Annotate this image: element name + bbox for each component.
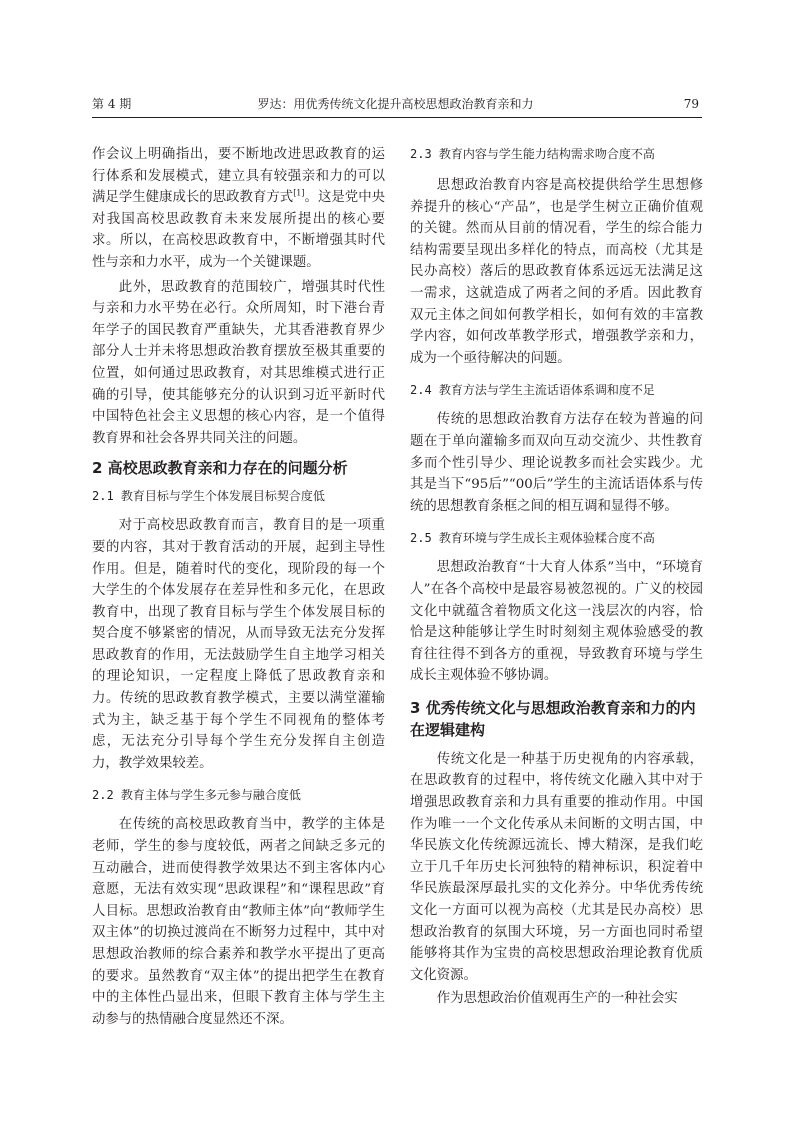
right-column — [410, 137, 703, 1010]
subsection-heading-2-2: 2.2 教育主体与学生多元参与融合度低 — [92, 788, 301, 803]
page-number: 79 — [683, 97, 699, 111]
running-header — [92, 92, 699, 114]
subsection-heading-2-5: 2.5 教育环境与学生成长主观体验糅合度不高 — [410, 531, 655, 546]
paragraph: 思想政治教育内容是高校提供给学生思想修养提升的核心“产品”，也是学生树立正确价值观的关键。然而从目前的情况看，学生的综合能力结构需要呈现出多样化的特点，而高校（尤其是民办高校）落后的思政教育体系远远无法满足这一需求，这就造成了两者之间的矛盾。因此教育双元主体之间如何教学相长，如何有效的丰富教学内容，如何改革教学形式，增强教学亲和力，成为一个亟待解决的问题。 — [410, 178, 703, 366]
paragraph: 传统的思想政治教育方法存在较为普遍的问题在于单向灌输多而双向互动交流少、共性教育多而个性引导少、理论说教多而社会实践少。尤其是当下“95后”“00后”学生的主流话语体系与传统的思想教育条框之间的相互调和显得不够。 — [410, 412, 703, 514]
subsection-heading-2-1: 2.1 教育目标与学生个体发展目标契合度低 — [92, 489, 325, 504]
paragraph-text: 。这是党中央对我国高校思政教育未来发展所提出的核心要求。所以，在高校思政教育中，不断增强其时代性与亲和力水平，成为一个关键课题。 — [92, 190, 386, 270]
header-rule — [92, 117, 702, 118]
section-heading-2: 2 高校思政教育亲和力存在的问题分析 — [92, 459, 348, 478]
issue-label: 第 4 期 — [92, 97, 132, 111]
paragraph — [92, 144, 385, 274]
citation-marker: [1] — [293, 188, 305, 198]
running-title: 罗达：用优秀传统文化提升高校思想政治教育亲和力 — [257, 97, 534, 111]
paragraph: 对于高校思政教育而言，教育目的是一项重要的内容，其对于教育活动的开展，起到主导性作用。但是，随着时代的变化，现阶段的每一个大学生的个体发展存在差异性和多元化，在思政教育中，出现了教育目标与学生个体发展目标的契合度不够紧密的情况，从而导致无法充分发挥思政教育的作用，无法鼓励学生自主地学习相关的理论知识，一定程度上降低了思政教育亲和力。传统的思政教育教学模式，主要以满堂灌输式为主，缺乏基于每个学生不同视角的整体考虑，无法充分引导每个学生充分发挥自主创造力，教学效果较差。 — [92, 518, 385, 771]
paragraph-text: 作会议上明确指出，要不断地改进思政教育的运行体系和发展模式，建立具有较强亲和力的可以满足学生健康成长的思政教育方式 — [92, 147, 385, 206]
paragraph: 传统文化是一种基于历史视角的内容承载，在思政教育的过程中，将传统文化融入其中对于增强思政教育亲和力具有重要的推动作用。中国作为唯一一个文化传承从未间断的文明古国，中华民族文化传统源远流长、博大精深，是我们屹立于几千年历史长河独特的精神标识，积淀着中华民族最深厚最扎实的文化养分。中华优秀传统文化一方面可以视为高校（尤其是民办高校）思想政治教育的氛围大环境，另一方面也同时希望能够将其作为宝贵的高校思想政治理论教育优质文化资源。 — [410, 751, 703, 983]
subsection-heading-2-4: 2.4 教育方法与学生主流话语体系调和度不足 — [410, 383, 655, 398]
left-column — [92, 137, 385, 1030]
paragraph: 作为思想政治价值观再生产的一种社会实 — [436, 991, 678, 1007]
paragraph: 思想政治教育“十大育人体系”当中，“环境育人”在各个高校中是最容易被忽视的。广义的校园文化中就蕴含着物质文化这一浅层次的内容，恰恰是这种能够让学生时时刻刻主观体验感受的教育往往得不到各方的重视，导致教育环境与学生成长主观体验不够协调。 — [410, 560, 703, 684]
paragraph: 此外，思政教育的范围较广，增强其时代性与亲和力水平势在必行。众所周知，时下港台青年学子的国民教育严重缺失，尤其香港教育界少部分人士并未将思想政治教育摆放至极其重要的位置，如何通过思政教育，对其思维模式进行正确的引导，使其能够充分的认识到习近平新时代中国特色社会主义思想的核心内容，是一个值得教育界和社会各界共同关注的问题。 — [92, 279, 385, 446]
subsection-heading-2-3: 2.3 教育内容与学生能力结构需求吻合度不高 — [410, 147, 655, 161]
section-heading-3: 3 优秀传统文化与思想政治教育亲和力的内在逻辑建构 — [410, 698, 696, 739]
paragraph: 在传统的高校思政教育当中，教学的主体是老师，学生的参与度较低，两者之间缺乏多元的互动融合，进而使得教学效果达不到主客体内心意愿，无法有效实现“思政课程”和“课程思政”育人目标。思想政治教育由“教师主体”向“教师学生双主体”的切换过渡尚在不断努力过程中，其中对思想政治教师的综合素养和教学水平提出了更高的要求。虽然教育“双主体”的提出把学生在教育中的主体性凸显出来，但眼下教育主体与学生主动参与的热情融合度显然还不深。 — [92, 817, 385, 1027]
